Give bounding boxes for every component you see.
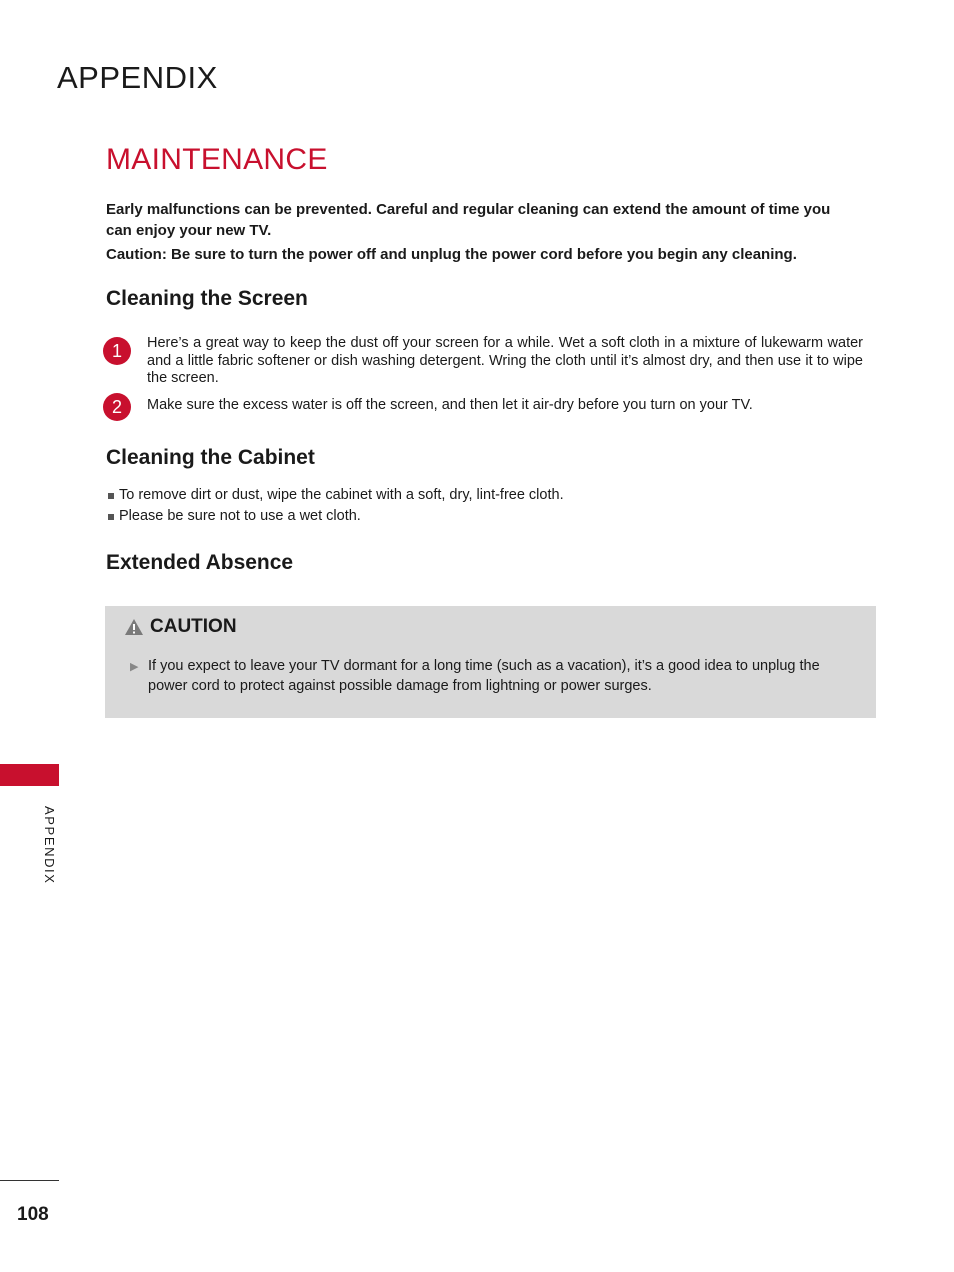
step-text: Here’s a great way to keep the dust off your screen for a while. Wet a soft cloth in a mixture of lukewarm water and a little fabric softener or dish washing detergent. Wring the cloth until it’s almost dry, and then use it to wipe the screen. <box>147 335 863 386</box>
page-title: MAINTENANCE <box>106 143 328 176</box>
caution-label: CAUTION <box>150 616 237 637</box>
intro-paragraph-2: Caution: Be sure to turn the power off and unplug the power cord before you begin any cleaning. <box>106 246 797 263</box>
footer-divider <box>0 1180 59 1181</box>
step-2 <box>103 393 863 421</box>
list-item <box>108 485 564 506</box>
square-bullet-icon <box>108 493 114 499</box>
intro-paragraph-1: Early malfunctions can be prevented. Careful and regular cleaning can extend the amount of time you can enjoy your new TV. <box>106 201 831 239</box>
caution-header <box>124 616 237 638</box>
step-text: Make sure the excess water is off the screen, and then let it air-dry before you turn on your TV. <box>147 397 753 413</box>
bullet-text: Please be sure not to use a wet cloth. <box>119 508 361 524</box>
side-tab-marker <box>0 764 59 786</box>
warning-triangle-icon <box>124 618 144 636</box>
caution-item <box>130 656 850 696</box>
side-section-label: APPENDIX <box>42 806 57 885</box>
section-title: APPENDIX <box>57 60 218 95</box>
caution-box <box>105 606 876 718</box>
caution-text: If you expect to leave your TV dormant for a long time (such as a vacation), it’s a good idea to unplug the power cord to protect against possible damage from lightning or power surges. <box>148 658 820 694</box>
cleaning-cabinet-heading: Cleaning the Cabinet <box>106 446 315 469</box>
cleaning-screen-heading: Cleaning the Screen <box>106 287 308 310</box>
step-number-badge: 2 <box>103 393 131 421</box>
page-number: 108 <box>17 1204 49 1225</box>
bullet-text: To remove dirt or dust, wipe the cabinet with a soft, dry, lint-free cloth. <box>119 487 564 503</box>
square-bullet-icon <box>108 514 114 520</box>
intro-text <box>106 199 854 265</box>
step-number-badge: 1 <box>103 337 131 365</box>
list-item <box>108 506 564 527</box>
step-1 <box>103 337 863 388</box>
cabinet-bullet-list <box>108 485 564 527</box>
triangle-right-icon: ▶ <box>130 661 139 673</box>
extended-absence-heading: Extended Absence <box>106 551 294 574</box>
